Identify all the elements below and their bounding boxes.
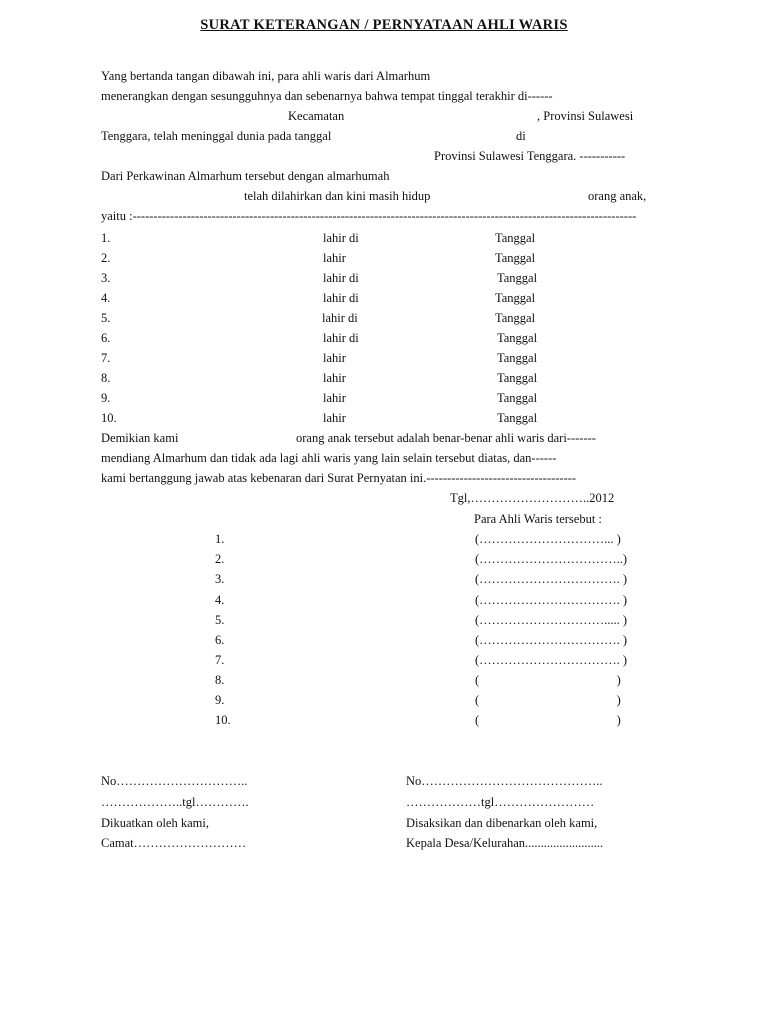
child-number: 7. — [101, 351, 111, 365]
child-birthplace-label: lahir — [323, 251, 346, 265]
child-birthplace-label: lahir di — [322, 311, 358, 325]
footer-left-label: Dikuatkan oleh kami, — [101, 816, 209, 830]
intro-line-5: Provinsi Sulawesi Tenggara. ----------- — [434, 149, 626, 163]
child-date-label: Tanggal — [495, 291, 536, 305]
child-date-label: Tanggal — [495, 251, 536, 265]
document-title: SURAT KETERANGAN / PERNYATAAN AHLI WARIS — [200, 17, 568, 33]
heir-signature-line: (……………………………. ) — [475, 593, 628, 607]
footer-right-role: Kepala Desa/Kelurahan......................... — [406, 836, 604, 850]
closing-line-2: mendiang Almarhum dan tidak ada lagi ahli waris yang lain selain tersebut diatas, dan------ — [101, 451, 557, 465]
heir-number: 3. — [215, 572, 225, 586]
intro-provinsi: , Provinsi Sulawesi — [537, 109, 634, 123]
date-line: Tgl,………………………..2012 — [450, 491, 615, 505]
child-birthplace-label: lahir di — [323, 331, 359, 345]
heir-signature-line: (…………………………... ) — [475, 532, 621, 546]
child-number: 3. — [101, 271, 111, 285]
child-birthplace-label: lahir di — [323, 271, 359, 285]
child-number: 1. — [101, 231, 111, 245]
heir-number: 8. — [215, 673, 225, 687]
child-number: 5. — [101, 311, 111, 325]
child-number: 10. — [101, 411, 117, 425]
child-date-label: Tanggal — [497, 371, 538, 385]
intro-di: di — [516, 129, 526, 143]
child-number: 4. — [101, 291, 111, 305]
footer-right-label: Disaksikan dan dibenarkan oleh kami, — [406, 816, 598, 830]
heir-signature-line: (……………………………. ) — [475, 633, 628, 647]
heir-signature-line: ( ) — [475, 673, 621, 687]
child-date-label: Tanggal — [497, 331, 538, 345]
heirs-heading: Para Ahli Waris tersebut : — [474, 512, 602, 526]
footer-right-tgl: ………………tgl…………………… — [406, 795, 595, 809]
heir-number: 2. — [215, 552, 225, 566]
child-date-label: Tanggal — [497, 271, 538, 285]
heir-number: 7. — [215, 653, 225, 667]
heir-number: 4. — [215, 593, 225, 607]
intro-kecamatan: Kecamatan — [288, 109, 345, 123]
child-birthplace-label: lahir — [323, 411, 346, 425]
footer-left-role: Camat……………………… — [101, 836, 247, 850]
child-birthplace-label: lahir — [323, 391, 346, 405]
closing-line-1b: orang anak tersebut adalah benar-benar ahli waris dari------- — [296, 431, 596, 445]
child-number: 9. — [101, 391, 111, 405]
heir-signature-line: ( ) — [475, 693, 621, 707]
heir-number: 1. — [215, 532, 225, 546]
child-date-label: Tanggal — [497, 351, 538, 365]
heir-signature-line: (……………………………. ) — [475, 653, 628, 667]
footer-left-no: No………………………….. — [101, 774, 248, 788]
closing-line-3: kami bertanggung jawab atas kebenaran dari Surat Pernyatan ini.------------------------------------ — [101, 471, 577, 485]
heir-number: 6. — [215, 633, 225, 647]
child-birthplace-label: lahir — [323, 351, 346, 365]
heir-number: 10. — [215, 713, 231, 727]
intro-line-4: Tenggara, telah meninggal dunia pada tanggal — [101, 129, 332, 143]
intro-line-1: Yang bertanda tangan dibawah ini, para ahli waris dari Almarhum — [101, 69, 431, 83]
child-date-label: Tanggal — [495, 231, 536, 245]
heir-number: 5. — [215, 613, 225, 627]
child-number: 2. — [101, 251, 111, 265]
child-date-label: Tanggal — [497, 411, 538, 425]
heir-signature-line: (……………………………..) — [475, 552, 628, 566]
child-number: 6. — [101, 331, 111, 345]
heir-signature-line: (…………………………..... ) — [475, 613, 628, 627]
child-birthplace-label: lahir di — [323, 231, 359, 245]
child-date-label: Tanggal — [497, 391, 538, 405]
closing-line-1a: Demikian kami — [101, 431, 179, 445]
heir-signature-line: (……………………………. ) — [475, 572, 628, 586]
intro-line-6: Dari Perkawinan Almarhum tersebut dengan almarhumah — [101, 169, 390, 183]
child-birthplace-label: lahir di — [323, 291, 359, 305]
intro-line-8: yaitu :------------------------------------------------------------------------------------------------------------------------- — [101, 209, 637, 223]
heir-number: 9. — [215, 693, 225, 707]
child-date-label: Tanggal — [495, 311, 536, 325]
intro-line-2: menerangkan dengan sesungguhnya dan sebenarnya bahwa tempat tinggal terakhir di------ — [101, 89, 553, 103]
footer-left-tgl: ………………..tgl…………. — [101, 795, 249, 809]
intro-line-7b: orang anak, — [588, 189, 647, 203]
intro-line-7a: telah dilahirkan dan kini masih hidup — [244, 189, 431, 203]
footer-right-no: No…………………………………….. — [406, 774, 603, 788]
child-birthplace-label: lahir — [323, 371, 346, 385]
child-number: 8. — [101, 371, 111, 385]
heir-signature-line: ( ) — [475, 713, 621, 727]
